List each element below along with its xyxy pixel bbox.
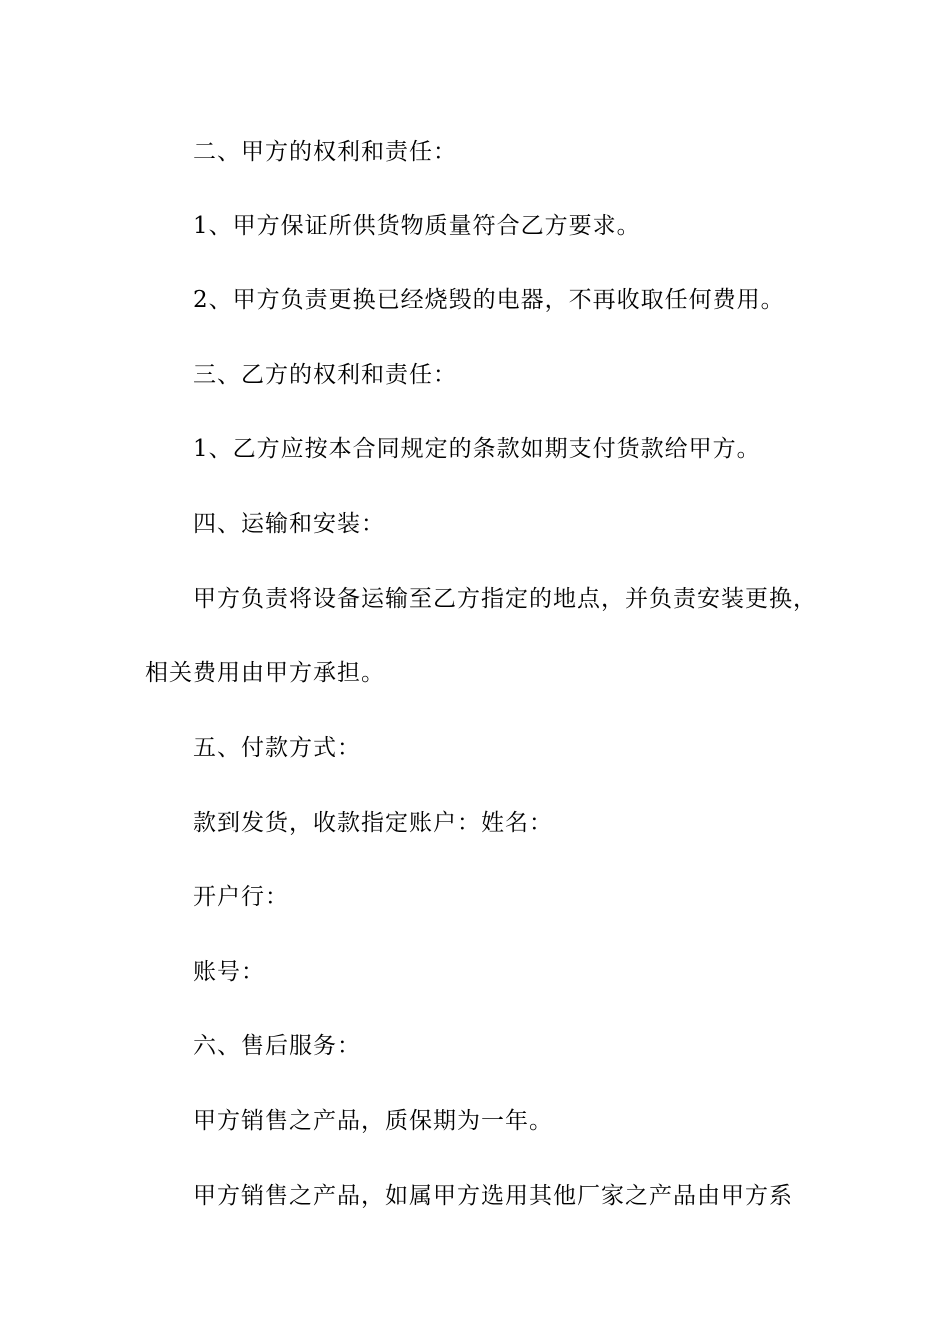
clause-text: 1、乙方应按本合同规定的条款如期支付货款给甲方。 [193, 436, 761, 462]
paragraph-text: 甲方销售之产品，如属甲方选用其他厂家之产品由甲方系 [193, 1183, 793, 1209]
section-heading-transport-installation: 四、运输和安装： [193, 511, 385, 537]
paragraph-text: 款到发货，收款指定账户：姓名： [193, 810, 553, 836]
paragraph-text-continued: 相关费用由甲方承担。 [145, 660, 385, 686]
paragraph-text: 甲方负责将设备运输至乙方指定的地点，并负责安装更换， [193, 586, 817, 612]
section-heading-party-b-rights: 三、乙方的权利和责任： [193, 362, 457, 388]
paragraph-text: 甲方销售之产品，质保期为一年。 [193, 1108, 553, 1134]
section-heading-party-a-rights: 二、甲方的权利和责任： [193, 139, 457, 165]
account-field-label: 账号： [193, 959, 265, 985]
clause-text: 1、甲方保证所供货物质量符合乙方要求。 [193, 213, 641, 239]
section-heading-after-sales: 六、售后服务： [193, 1033, 361, 1059]
bank-field-label: 开户行： [193, 884, 289, 910]
clause-text: 2、甲方负责更换已经烧毁的电器，不再收取任何费用。 [193, 287, 785, 313]
section-heading-payment-method: 五、付款方式： [193, 735, 361, 761]
